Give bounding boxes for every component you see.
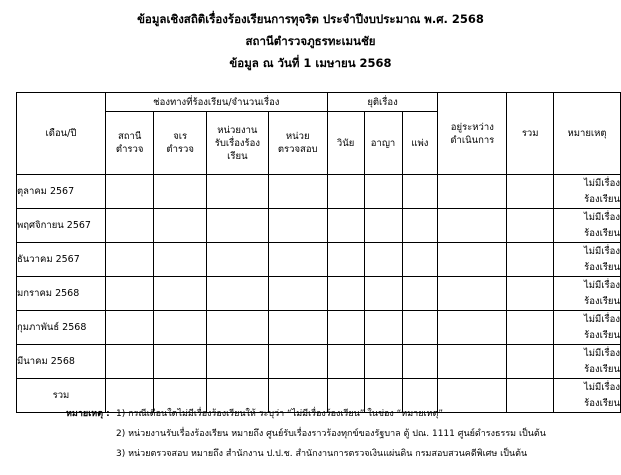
cell (327, 243, 364, 277)
note-item (66, 444, 616, 464)
cell (327, 345, 364, 379)
cell (154, 209, 207, 243)
cell (364, 209, 402, 243)
header-closed-discipline: วินัย (327, 112, 364, 175)
remark-line-2: ร้องเรียน (584, 261, 620, 273)
remark-line-2: ร้องเรียน (584, 397, 620, 409)
cell (438, 345, 507, 379)
cell (402, 277, 438, 311)
header-channel-station-text: สถานีตำรวจ (115, 131, 144, 155)
header-channel-audit-text: หน่วยตรวจสอบ (277, 131, 318, 155)
table-row (17, 175, 621, 209)
cell (507, 243, 554, 277)
table-row (17, 345, 621, 379)
cell (402, 243, 438, 277)
remark-line-1: ไม่มีเรื่อง (584, 381, 620, 393)
row-month: ธันวาคม 2567 (17, 243, 106, 277)
remark-line-2: ร้องเรียน (584, 227, 620, 239)
cell (268, 277, 327, 311)
cell (154, 277, 207, 311)
table-row (17, 209, 621, 243)
cell (507, 311, 554, 345)
remark-line-2: ร้องเรียน (584, 193, 620, 205)
title-line-2: สถานีตำรวจภูธรทะเมนชัย (245, 34, 376, 48)
header-total: รวม (507, 93, 554, 175)
notes-section (66, 404, 616, 464)
cell (507, 277, 554, 311)
cell (105, 345, 154, 379)
title-line-1: ข้อมูลเชิงสถิติเรื่องร้องเรียนการทุจริต ประจำปีงบประมาณ พ.ศ. 2568 (137, 12, 484, 26)
header-channel-agency (206, 112, 268, 175)
cell (507, 175, 554, 209)
header-channel-audit (268, 112, 327, 175)
cell (402, 345, 438, 379)
remark-line-1: ไม่มีเรื่อง (584, 245, 620, 257)
cell (438, 243, 507, 277)
cell (364, 243, 402, 277)
cell (105, 311, 154, 345)
header-channel-agency-text: หน่วยงานรับเรื่องร้องเรียน (214, 124, 260, 162)
table-row (17, 311, 621, 345)
remark-line-1: ไม่มีเรื่อง (584, 279, 620, 291)
cell (105, 175, 154, 209)
cell (206, 277, 268, 311)
remark-line-1: ไม่มีเรื่อง (584, 347, 620, 359)
remark-line-2: ร้องเรียน (584, 363, 620, 375)
cell (154, 345, 207, 379)
cell (268, 209, 327, 243)
row-remark (554, 243, 621, 277)
header-closed-group: ยุติเรื่อง (327, 93, 438, 112)
cell (364, 277, 402, 311)
cell (268, 175, 327, 209)
row-month: มีนาคม 2568 (17, 345, 106, 379)
cell (364, 175, 402, 209)
table-row (17, 277, 621, 311)
header-closed-civil: แพ่ง (402, 112, 438, 175)
total-label: รวม (17, 379, 106, 413)
cell (438, 175, 507, 209)
header-in-progress-text: อยู่ระหว่างดำเนินการ (450, 121, 495, 146)
title-line-3: ข้อมูล ณ วันที่ 1 เมษายน 2568 (229, 56, 392, 70)
cell (105, 243, 154, 277)
header-closed-criminal: อาญา (364, 112, 402, 175)
header-channel-inspector-text: จเรตำรวจ (166, 131, 194, 155)
cell (402, 209, 438, 243)
statistics-table (16, 92, 621, 413)
note-item (66, 404, 616, 424)
cell (154, 311, 207, 345)
row-month: ตุลาคม 2567 (17, 175, 106, 209)
row-month: กุมภาพันธ์ 2568 (17, 311, 106, 345)
cell (206, 345, 268, 379)
remark-line-1: ไม่มีเรื่อง (584, 211, 620, 223)
header-channels-group: ช่องทางที่ร้องเรียน/จำนวนเรื่อง (105, 93, 327, 112)
cell (154, 243, 207, 277)
row-remark (554, 175, 621, 209)
cell (206, 175, 268, 209)
row-remark (554, 345, 621, 379)
row-remark (554, 277, 621, 311)
cell (402, 175, 438, 209)
note-text: 3) หน่วยตรวจสอบ หมายถึง สำนักงาน ป.ป.ช. สำนักงานการตรวจเงินแผ่นดิน กรมสอบสวนคดีพิเศษ เป็นต้น (116, 449, 528, 459)
cell (206, 209, 268, 243)
header-in-progress (438, 93, 507, 175)
note-text: 1) กรณีเดือนใดไม่มีเรื่องร้องเรียนให้ ระบุว่า “ไม่มีเรื่องร้องเรียน” ในช่อง “หมายเหตุ” (116, 409, 444, 419)
header-remark: หมายเหตุ (554, 93, 621, 175)
remark-line-1: ไม่มีเรื่อง (584, 177, 620, 189)
remark-line-2: ร้องเรียน (584, 295, 620, 307)
cell (438, 311, 507, 345)
cell (105, 209, 154, 243)
cell (206, 311, 268, 345)
notes-label: หมายเหตุ : (66, 409, 110, 419)
header-channel-inspector (154, 112, 207, 175)
note-item (66, 424, 616, 444)
row-month: พฤศจิกายน 2567 (17, 209, 106, 243)
cell (327, 209, 364, 243)
row-remark (554, 311, 621, 345)
cell (364, 311, 402, 345)
cell (206, 243, 268, 277)
cell (268, 243, 327, 277)
row-month: มกราคม 2568 (17, 277, 106, 311)
cell (364, 345, 402, 379)
cell (327, 311, 364, 345)
cell (327, 175, 364, 209)
cell (507, 345, 554, 379)
header-channel-station (105, 112, 154, 175)
cell (105, 277, 154, 311)
cell (438, 209, 507, 243)
cell (507, 209, 554, 243)
remark-line-1: ไม่มีเรื่อง (584, 313, 620, 325)
cell (268, 311, 327, 345)
header-month: เดือน/ปี (17, 93, 106, 175)
row-remark (554, 209, 621, 243)
cell (268, 345, 327, 379)
cell (327, 277, 364, 311)
cell (438, 277, 507, 311)
cell (402, 311, 438, 345)
cell (154, 175, 207, 209)
document-title (0, 8, 621, 74)
note-text: 2) หน่วยงานรับเรื่องร้องเรียน หมายถึง ศูนย์รับเรื่องราวร้องทุกข์ของรัฐบาล ตู้ ปณ. 1111 ศูนย์ดำรงธรรม เป็นต้น (116, 429, 546, 439)
remark-line-2: ร้องเรียน (584, 329, 620, 341)
table-row (17, 243, 621, 277)
